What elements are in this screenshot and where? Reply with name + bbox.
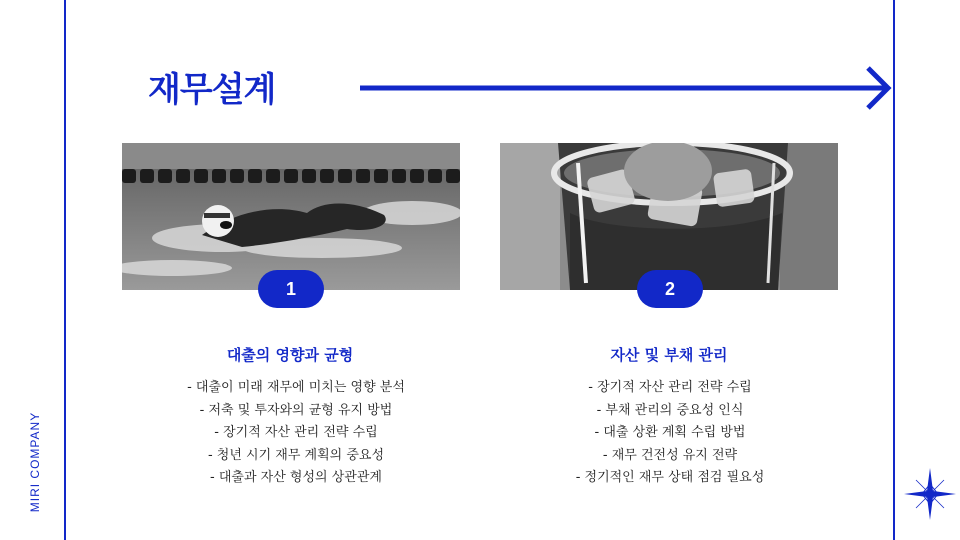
section-number-badge: 1: [258, 270, 324, 308]
list-item: - 대출 상환 계획 수립 방법: [594, 425, 746, 440]
section-number-badge: 2: [637, 270, 703, 308]
list-item: - 부채 관리의 중요성 인식: [596, 402, 744, 418]
page-title: 재무설계: [148, 70, 276, 110]
left-border-line: [64, 0, 66, 540]
section-bullet-list: [126, 377, 466, 490]
list-item: - 장기적 자산 관리 전략 수립: [214, 425, 378, 440]
section-bullet-list: [500, 377, 840, 490]
list-item: - 정기적인 재무 상태 점검 필요성: [575, 470, 765, 485]
sparkle-star-icon: [904, 468, 956, 520]
ice-glass-photo: [500, 143, 838, 290]
list-item: - 재무 건전성 유지 전략: [602, 447, 738, 463]
list-item: - 저축 및 투자와의 균형 유지 방법: [199, 402, 393, 418]
list-item: - 대출이 미래 재무에 미치는 영향 분석: [187, 380, 405, 395]
side-company-label: MIRI COMPANY: [28, 411, 42, 513]
section-title: 대출의 영향과 균형: [226, 346, 354, 364]
arrow-right-icon: [360, 66, 896, 110]
list-item: - 대출과 자산 형성의 상관관계: [210, 470, 382, 485]
swimmer-photo: [122, 143, 460, 290]
list-item: - 장기적 자산 관리 전략 수립: [588, 380, 752, 395]
list-item: - 청년 시기 재무 계획의 중요성: [207, 447, 385, 463]
section-title: 자산 및 부채 관리: [610, 346, 728, 364]
